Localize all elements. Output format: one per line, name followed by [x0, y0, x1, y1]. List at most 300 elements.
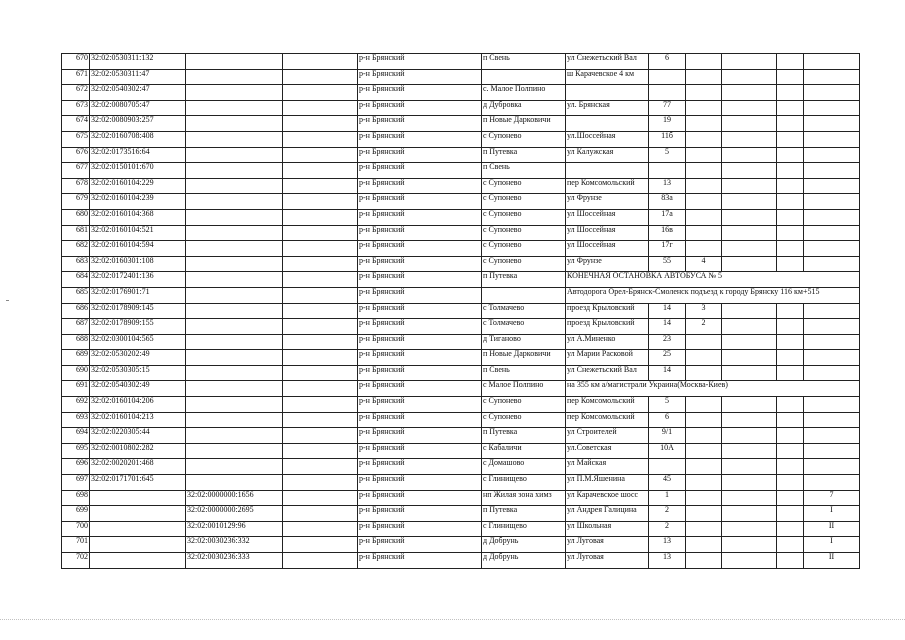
street: ул Школьная [566, 521, 649, 537]
building-number [686, 537, 722, 553]
empty-cell [777, 178, 804, 194]
locality: с Супонево [482, 397, 566, 413]
cadastral-number-2 [186, 428, 283, 444]
cadastral-number-2: 32:02:0000000:2695 [186, 506, 283, 522]
empty-cell [777, 490, 804, 506]
row-number: 699 [62, 506, 90, 522]
building-number [686, 475, 722, 491]
district: р-н Брянский [358, 537, 482, 553]
cadastral-number: 32:02:0010802:282 [90, 443, 186, 459]
row-number: 688 [62, 334, 90, 350]
building-number [686, 225, 722, 241]
table-row [62, 459, 860, 475]
locality: п Свень [482, 54, 566, 70]
street: Автодорога Орел-Брянск-Смоленск подъезд к городу Брянску 116 км+515 [566, 287, 860, 303]
building-number [686, 506, 722, 522]
district: р-н Брянский [358, 521, 482, 537]
table-row [62, 334, 860, 350]
row-number: 681 [62, 225, 90, 241]
cadastral-number-2 [186, 350, 283, 366]
row-number: 698 [62, 490, 90, 506]
empty-cell [777, 194, 804, 210]
empty-cell [777, 412, 804, 428]
room-number: I [804, 506, 860, 522]
empty-cell [283, 225, 358, 241]
street [566, 163, 649, 179]
locality: д Дубровка [482, 100, 566, 116]
room-number: II [804, 553, 860, 569]
row-number: 680 [62, 209, 90, 225]
empty-cell [283, 241, 358, 257]
empty-cell [722, 163, 777, 179]
row-number: 679 [62, 194, 90, 210]
table-row [62, 100, 860, 116]
cadastral-number-2 [186, 116, 283, 132]
empty-cell [722, 490, 777, 506]
building-number [686, 100, 722, 116]
district: р-н Брянский [358, 303, 482, 319]
empty-cell [777, 443, 804, 459]
building-number [686, 428, 722, 444]
room-number [804, 116, 860, 132]
empty-cell [283, 428, 358, 444]
scan-edge [0, 619, 905, 621]
house-number: 45 [649, 475, 686, 491]
cadastral-number-2 [186, 241, 283, 257]
empty-cell [722, 475, 777, 491]
street: проезд Крыловский [566, 319, 649, 335]
table-row [62, 553, 860, 569]
district: р-н Брянский [358, 334, 482, 350]
table-row [62, 443, 860, 459]
row-number: 677 [62, 163, 90, 179]
empty-cell [722, 241, 777, 257]
table-row [62, 194, 860, 210]
cadastral-number-2 [186, 381, 283, 397]
row-number: 670 [62, 54, 90, 70]
row-number: 690 [62, 365, 90, 381]
empty-cell [777, 303, 804, 319]
room-number [804, 412, 860, 428]
room-number [804, 209, 860, 225]
building-number [686, 194, 722, 210]
cadastral-number: 32:02:0160104:213 [90, 412, 186, 428]
district: р-н Брянский [358, 490, 482, 506]
building-number: 4 [686, 256, 722, 272]
locality: с Глинищево [482, 475, 566, 491]
locality [482, 287, 566, 303]
empty-cell [777, 521, 804, 537]
cadastral-number: 32:02:0160104:229 [90, 178, 186, 194]
row-number: 695 [62, 443, 90, 459]
table-row [62, 350, 860, 366]
room-number [804, 319, 860, 335]
cadastral-number: 32:02:0160104:594 [90, 241, 186, 257]
table-row [62, 365, 860, 381]
row-number: 673 [62, 100, 90, 116]
table-row [62, 54, 860, 70]
cadastral-number-2 [186, 131, 283, 147]
empty-cell [283, 69, 358, 85]
empty-cell [722, 537, 777, 553]
table-row [62, 506, 860, 522]
house-number: 19 [649, 116, 686, 132]
locality: п Свень [482, 365, 566, 381]
building-number [686, 459, 722, 475]
table-row [62, 209, 860, 225]
cadastral-number-2 [186, 412, 283, 428]
district: р-н Брянский [358, 428, 482, 444]
house-number: 14 [649, 303, 686, 319]
row-number: 685 [62, 287, 90, 303]
cadastral-number: 32:02:0530202:49 [90, 350, 186, 366]
row-number: 678 [62, 178, 90, 194]
locality: п Свень [482, 163, 566, 179]
row-number: 684 [62, 272, 90, 288]
empty-cell [777, 225, 804, 241]
cadastral-number: 32:02:0080705:47 [90, 100, 186, 116]
street [566, 85, 649, 101]
locality: с Глинищево [482, 521, 566, 537]
street: ул.Советская [566, 443, 649, 459]
empty-cell [777, 163, 804, 179]
district: р-н Брянский [358, 163, 482, 179]
cadastral-number: 32:02:0150101:670 [90, 163, 186, 179]
empty-cell [722, 225, 777, 241]
cadastral-number: 32:02:0160104:239 [90, 194, 186, 210]
cadastral-number [90, 537, 186, 553]
empty-cell [722, 256, 777, 272]
house-number: 83а [649, 194, 686, 210]
empty-cell [283, 147, 358, 163]
street: ул Марии Расковой [566, 350, 649, 366]
empty-cell [722, 365, 777, 381]
house-number: 5 [649, 397, 686, 413]
cadastral-number-2 [186, 272, 283, 288]
house-number [649, 459, 686, 475]
empty-cell [777, 54, 804, 70]
table-row [62, 241, 860, 257]
district: р-н Брянский [358, 475, 482, 491]
street: ул Луговая [566, 553, 649, 569]
table-row [62, 178, 860, 194]
empty-cell [722, 319, 777, 335]
row-number: 701 [62, 537, 90, 553]
district: р-н Брянский [358, 443, 482, 459]
empty-cell [722, 521, 777, 537]
table-row [62, 163, 860, 179]
cadastral-number-2 [186, 178, 283, 194]
locality: с Супонево [482, 131, 566, 147]
house-number: 16в [649, 225, 686, 241]
street: ул Фрунзе [566, 194, 649, 210]
district: р-н Брянский [358, 116, 482, 132]
district: р-н Брянский [358, 241, 482, 257]
district: р-н Брянский [358, 100, 482, 116]
scan-artifact [6, 300, 9, 301]
locality: п Путевка [482, 428, 566, 444]
district: р-н Брянский [358, 225, 482, 241]
building-number [686, 241, 722, 257]
street: ул Снежетьский Вал [566, 54, 649, 70]
table-row [62, 537, 860, 553]
street: пер Комсомольский [566, 412, 649, 428]
building-number [686, 209, 722, 225]
room-number [804, 334, 860, 350]
table-row [62, 428, 860, 444]
empty-cell [777, 100, 804, 116]
room-number [804, 256, 860, 272]
locality: п Путевка [482, 506, 566, 522]
cadastral-number-2 [186, 54, 283, 70]
room-number [804, 459, 860, 475]
empty-cell [777, 131, 804, 147]
street: ул Калужская [566, 147, 649, 163]
cadastral-number: 32:02:0080903:257 [90, 116, 186, 132]
street: ул А.Миненко [566, 334, 649, 350]
street: ул Строителей [566, 428, 649, 444]
empty-cell [722, 116, 777, 132]
district: р-н Брянский [358, 397, 482, 413]
row-number: 674 [62, 116, 90, 132]
house-number: 13 [649, 553, 686, 569]
room-number [804, 54, 860, 70]
empty-cell [283, 412, 358, 428]
row-number: 697 [62, 475, 90, 491]
cadastral-number: 32:02:0160104:521 [90, 225, 186, 241]
empty-cell [283, 381, 358, 397]
empty-cell [283, 194, 358, 210]
house-number: 2 [649, 521, 686, 537]
district: р-н Брянский [358, 459, 482, 475]
table-row [62, 147, 860, 163]
empty-cell [777, 350, 804, 366]
cadastral-number-2: 32:02:0000000:1656 [186, 490, 283, 506]
cadastral-number: 32:02:0176901:71 [90, 287, 186, 303]
building-number [686, 85, 722, 101]
house-number: 6 [649, 54, 686, 70]
table-row [62, 397, 860, 413]
street: на 355 км а/магистрали Украина(Москва-Киев) [566, 381, 860, 397]
locality: с Супонево [482, 412, 566, 428]
empty-cell [722, 54, 777, 70]
house-number: 1 [649, 490, 686, 506]
locality: с Малое Полпино [482, 381, 566, 397]
empty-cell [283, 506, 358, 522]
empty-cell [283, 334, 358, 350]
locality: с Домашово [482, 459, 566, 475]
building-number [686, 397, 722, 413]
empty-cell [722, 506, 777, 522]
cadastral-number-2 [186, 147, 283, 163]
house-number: 9/1 [649, 428, 686, 444]
house-number: 14 [649, 319, 686, 335]
cadastral-number-2 [186, 85, 283, 101]
table-row [62, 131, 860, 147]
street: ул Снежетьский Вал [566, 365, 649, 381]
cadastral-number: 32:02:0160104:368 [90, 209, 186, 225]
table-row [62, 319, 860, 335]
district: р-н Брянский [358, 350, 482, 366]
empty-cell [722, 194, 777, 210]
district: р-н Брянский [358, 365, 482, 381]
cadastral-number: 32:02:0530311:132 [90, 54, 186, 70]
house-number: 2 [649, 506, 686, 522]
room-number [804, 85, 860, 101]
cadastral-number-2 [186, 100, 283, 116]
street: ш Карачевское 4 км [566, 69, 649, 85]
empty-cell [777, 241, 804, 257]
empty-cell [722, 147, 777, 163]
building-number [686, 365, 722, 381]
house-number [649, 163, 686, 179]
cadastral-number [90, 553, 186, 569]
building-number [686, 163, 722, 179]
empty-cell [722, 85, 777, 101]
district: р-н Брянский [358, 319, 482, 335]
street: пер Комсомольский [566, 178, 649, 194]
empty-cell [283, 350, 358, 366]
locality: с. Малое Полпино [482, 85, 566, 101]
empty-cell [283, 178, 358, 194]
room-number [804, 303, 860, 319]
row-number: 700 [62, 521, 90, 537]
row-number: 687 [62, 319, 90, 335]
district: р-н Брянский [358, 553, 482, 569]
room-number: II [804, 521, 860, 537]
cadastral-number [90, 506, 186, 522]
empty-cell [283, 163, 358, 179]
room-number [804, 69, 860, 85]
building-number [686, 412, 722, 428]
room-number [804, 225, 860, 241]
empty-cell [283, 303, 358, 319]
empty-cell [777, 256, 804, 272]
street: ул Шоссейная [566, 209, 649, 225]
house-number: 14 [649, 365, 686, 381]
cadastral-number: 32:02:0220305:44 [90, 428, 186, 444]
empty-cell [777, 553, 804, 569]
empty-cell [283, 521, 358, 537]
table-row [62, 287, 860, 303]
table-row [62, 116, 860, 132]
empty-cell [283, 131, 358, 147]
row-number: 671 [62, 69, 90, 85]
row-number: 702 [62, 553, 90, 569]
cadastral-number: 32:02:0172401:136 [90, 272, 186, 288]
street: ул Майская [566, 459, 649, 475]
cadastral-number-2 [186, 443, 283, 459]
street: ул Шоссейная [566, 241, 649, 257]
table-row [62, 69, 860, 85]
cadastral-number: 32:02:0178909:145 [90, 303, 186, 319]
cadastral-number: 32:02:0300104:565 [90, 334, 186, 350]
register-table [61, 53, 860, 569]
house-number: 10А [649, 443, 686, 459]
table-row [62, 490, 860, 506]
room-number [804, 194, 860, 210]
room-number: I [804, 537, 860, 553]
room-number [804, 443, 860, 459]
cadastral-number-2 [186, 303, 283, 319]
cadastral-number-2 [186, 475, 283, 491]
table-row [62, 412, 860, 428]
empty-cell [777, 69, 804, 85]
empty-cell [722, 334, 777, 350]
cadastral-number-2 [186, 334, 283, 350]
empty-cell [777, 116, 804, 132]
cadastral-number-2: 32:02:0010129:96 [186, 521, 283, 537]
empty-cell [722, 443, 777, 459]
row-number: 692 [62, 397, 90, 413]
room-number [804, 365, 860, 381]
empty-cell [283, 443, 358, 459]
locality: с Супонево [482, 241, 566, 257]
locality: с Супонево [482, 225, 566, 241]
building-number [686, 521, 722, 537]
house-number: 17г [649, 241, 686, 257]
cadastral-number: 32:02:0540302:47 [90, 85, 186, 101]
house-number: 13 [649, 537, 686, 553]
building-number [686, 54, 722, 70]
cadastral-number: 32:02:0540302:49 [90, 381, 186, 397]
empty-cell [722, 69, 777, 85]
building-number [686, 350, 722, 366]
locality: с Супонево [482, 256, 566, 272]
empty-cell [283, 459, 358, 475]
cadastral-number-2 [186, 365, 283, 381]
row-number: 683 [62, 256, 90, 272]
cadastral-number: 32:02:0530311:47 [90, 69, 186, 85]
cadastral-number: 32:02:0530305:15 [90, 365, 186, 381]
empty-cell [283, 85, 358, 101]
locality: д Добрунь [482, 537, 566, 553]
locality: с Толмачево [482, 319, 566, 335]
cadastral-number: 32:02:0171701:645 [90, 475, 186, 491]
room-number: 7 [804, 490, 860, 506]
district: р-н Брянский [358, 178, 482, 194]
house-number: 23 [649, 334, 686, 350]
house-number [649, 85, 686, 101]
empty-cell [777, 209, 804, 225]
row-number: 693 [62, 412, 90, 428]
empty-cell [283, 272, 358, 288]
district: р-н Брянский [358, 287, 482, 303]
locality: д Добрунь [482, 553, 566, 569]
district: р-н Брянский [358, 381, 482, 397]
table-row [62, 225, 860, 241]
empty-cell [777, 365, 804, 381]
locality: д Тиганово [482, 334, 566, 350]
building-number [686, 116, 722, 132]
room-number [804, 100, 860, 116]
district: р-н Брянский [358, 256, 482, 272]
street: ул Фрунзе [566, 256, 649, 272]
district: р-н Брянский [358, 147, 482, 163]
room-number [804, 397, 860, 413]
row-number: 686 [62, 303, 90, 319]
table-row [62, 521, 860, 537]
cadastral-number-2 [186, 225, 283, 241]
empty-cell [777, 319, 804, 335]
table-row [62, 303, 860, 319]
street: ул.Шоссейная [566, 131, 649, 147]
empty-cell [777, 147, 804, 163]
locality: с Супонево [482, 178, 566, 194]
district: р-н Брянский [358, 209, 482, 225]
house-number: 25 [649, 350, 686, 366]
cadastral-number-2 [186, 459, 283, 475]
